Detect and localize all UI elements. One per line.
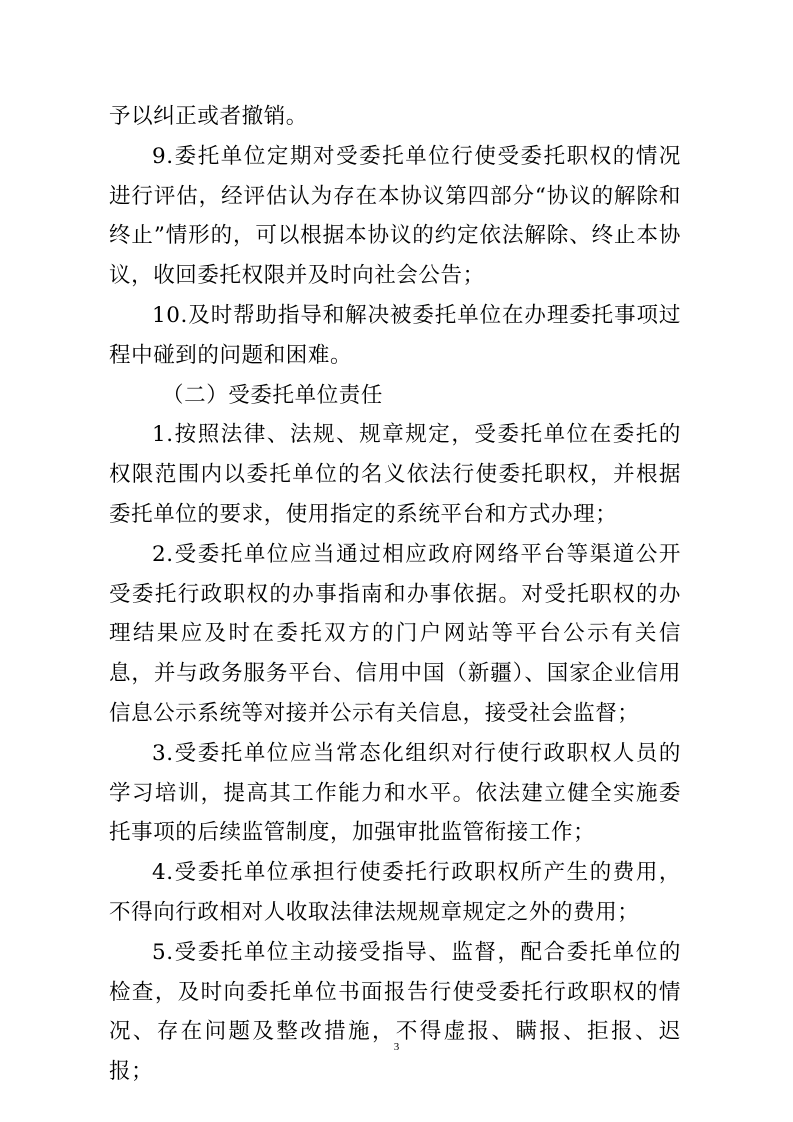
section-heading: （二）受委托单位责任 xyxy=(162,382,384,408)
page-number: 3 xyxy=(393,1041,400,1053)
paragraph-item-2: 2.受委托单位应当通过相应政府网络平台等渠道公开受委托行政职权的办事指南和办事依据。对受托职权的办理结果应及时在委托双方的门户网站等平台公示有关信息，并与政务服务平台、信用中国（新疆）、国家企业信用信息公示系统等对接并公示有关信息，接受社会监督； xyxy=(109,541,681,726)
document-body xyxy=(109,97,681,1092)
paragraph-continuation: 予以纠正或者撤销。 xyxy=(109,104,308,129)
paragraph-item-3: 3.受委托单位应当常态化组织对行使行政职权人员的学习培训，提高其工作能力和水平。依法建立健全实施委托事项的后续监管制度，加强审批监管衔接工作； xyxy=(109,740,681,846)
paragraph-item-9: 9.委托单位定期对受委托单位行使受委托职权的情况进行评估，经评估认为存在本协议第四部分“协议的解除和终止”情形的，可以根据本协议的约定依法解除、终止本协议，收回委托权限并及时向社会公告； xyxy=(109,143,681,289)
paragraph-item-5: 5.受委托单位主动接受指导、监督，配合委托单位的检查，及时向委托单位书面报告行使受委托行政职权的情况、存在问题及整改措施，不得虚报、瞒报、拒报、迟报； xyxy=(109,939,681,1085)
paragraph-item-4: 4.受委托单位承担行使委托行政职权所产生的费用，不得向行政相对人收取法律法规规章规定之外的费用； xyxy=(109,860,681,925)
paragraph-item-1: 1.按照法律、法规、规章规定，受委托单位在委托的权限范围内以委托单位的名义依法行使委托职权，并根据委托单位的要求，使用指定的系统平台和方式办理； xyxy=(109,422,681,527)
paragraph-item-10: 10.及时帮助指导和解决被委托单位在办理委托事项过程中碰到的问题和困难。 xyxy=(109,302,681,368)
